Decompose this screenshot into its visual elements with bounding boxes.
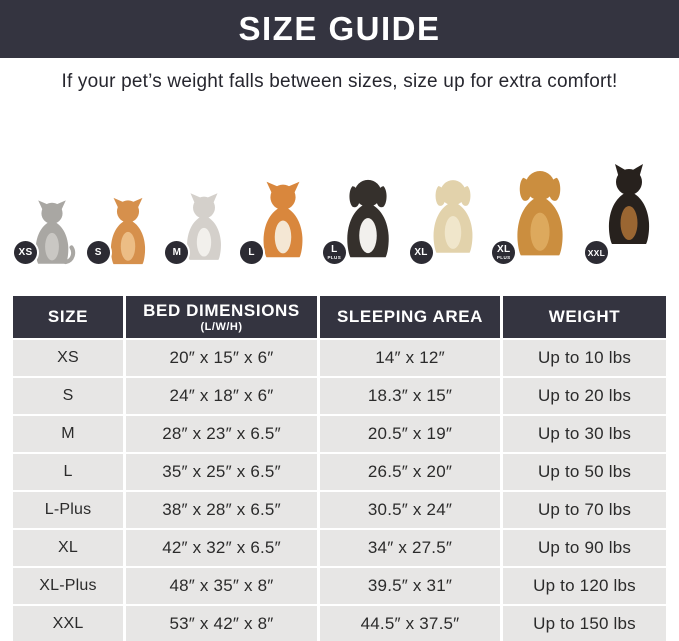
- cell-size: XXL: [13, 606, 123, 641]
- column-header-label: BED DIMENSIONS: [143, 301, 300, 320]
- column-header-label: SLEEPING AREA: [336, 307, 484, 326]
- cell-weight: Up to 50 lbs: [503, 454, 666, 490]
- cell-bed-dimensions: 53″ x 42″ x 8″: [126, 606, 317, 641]
- cell-size: XL-Plus: [13, 568, 123, 604]
- column-header-size: [13, 296, 123, 338]
- cell-sleeping-area: 14″ x 12″: [320, 340, 500, 376]
- golden-retriever-silhouette: [504, 158, 576, 265]
- cell-bed-dimensions: 20″ x 15″ x 6″: [126, 340, 317, 376]
- cell-bed-dimensions: 24″ x 18″ x 6″: [126, 378, 317, 414]
- size-badge-sublabel: PLUS: [327, 255, 342, 260]
- column-header-label: SIZE: [47, 307, 89, 326]
- cell-size: L: [13, 454, 123, 490]
- size-badge-label: S: [94, 246, 102, 258]
- cell-sleeping-area: 39.5″ x 31″: [320, 568, 500, 604]
- cell-weight: Up to 150 lbs: [503, 606, 666, 641]
- cell-weight: Up to 30 lbs: [503, 416, 666, 452]
- cell-size: XL: [13, 530, 123, 566]
- pet-illustration-labrador: [414, 165, 484, 265]
- cell-sleeping-area: 34″ x 27.5″: [320, 530, 500, 566]
- pet-illustration-shiba-inu: [248, 174, 314, 265]
- pet-illustration-pomeranian: [94, 197, 157, 265]
- cell-sleeping-area: 20.5″ x 19″: [320, 416, 500, 452]
- size-badge-sublabel: PLUS: [496, 255, 511, 260]
- size-badge-label: XS: [18, 246, 33, 258]
- subtitle-text: If your pet’s weight falls between sizes, size up for extra comfort!: [61, 70, 618, 92]
- cell-bed-dimensions: 28″ x 23″ x 6.5″: [126, 416, 317, 452]
- size-badge-xs: [14, 241, 37, 264]
- column-header-sublabel: (L/W/H): [200, 321, 243, 333]
- pet-illustration-golden-retriever: [496, 158, 576, 265]
- pet-illustration-border-collie: [327, 169, 401, 265]
- size-badge-s: [87, 241, 110, 264]
- pet-illustration-doberman: [587, 145, 661, 265]
- size-table: [13, 296, 666, 641]
- column-header-sleeping-area: [320, 296, 500, 338]
- size-badge-label: M: [172, 246, 182, 258]
- cell-bed-dimensions: 48″ x 35″ x 8″: [126, 568, 317, 604]
- size-badge-xl: [410, 241, 433, 264]
- cell-bed-dimensions: 35″ x 25″ x 6.5″: [126, 454, 317, 490]
- cell-weight: Up to 10 lbs: [503, 340, 666, 376]
- cell-weight: Up to 70 lbs: [503, 492, 666, 528]
- cell-size: XS: [13, 340, 123, 376]
- size-badge-l-plus: [323, 241, 346, 264]
- page-title: SIZE GUIDE: [238, 10, 441, 47]
- column-header-weight: [503, 296, 666, 338]
- column-header-bed-dimensions: [126, 296, 317, 338]
- size-badge-label: XL: [414, 246, 428, 258]
- header-band: [0, 0, 679, 58]
- cell-size: S: [13, 378, 123, 414]
- pet-illustration-french-bulldog: [172, 189, 231, 265]
- column-header-label: WEIGHT: [548, 307, 621, 326]
- cell-sleeping-area: 18.3″ x 15″: [320, 378, 500, 414]
- cell-size: L-Plus: [13, 492, 123, 528]
- size-badge-xxl: [585, 241, 608, 264]
- cell-bed-dimensions: 38″ x 28″ x 6.5″: [126, 492, 317, 528]
- cell-sleeping-area: 44.5″ x 37.5″: [320, 606, 500, 641]
- size-badge-label: XXL: [587, 247, 606, 258]
- cell-weight: Up to 90 lbs: [503, 530, 666, 566]
- pets-size-row: [0, 105, 679, 265]
- size-table-wrap: [13, 296, 666, 641]
- cell-bed-dimensions: 42″ x 32″ x 6.5″: [126, 530, 317, 566]
- size-badge-label: L: [248, 246, 255, 258]
- pet-illustration-cat: [18, 199, 78, 265]
- cell-size: M: [13, 416, 123, 452]
- cell-weight: Up to 20 lbs: [503, 378, 666, 414]
- cell-sleeping-area: 26.5″ x 20″: [320, 454, 500, 490]
- cell-sleeping-area: 30.5″ x 24″: [320, 492, 500, 528]
- size-badge-label: L: [331, 244, 338, 255]
- cell-weight: Up to 120 lbs: [503, 568, 666, 604]
- size-badge-l: [240, 241, 263, 264]
- subtitle-wrap: [0, 58, 679, 105]
- size-badge-label: XL: [497, 244, 511, 255]
